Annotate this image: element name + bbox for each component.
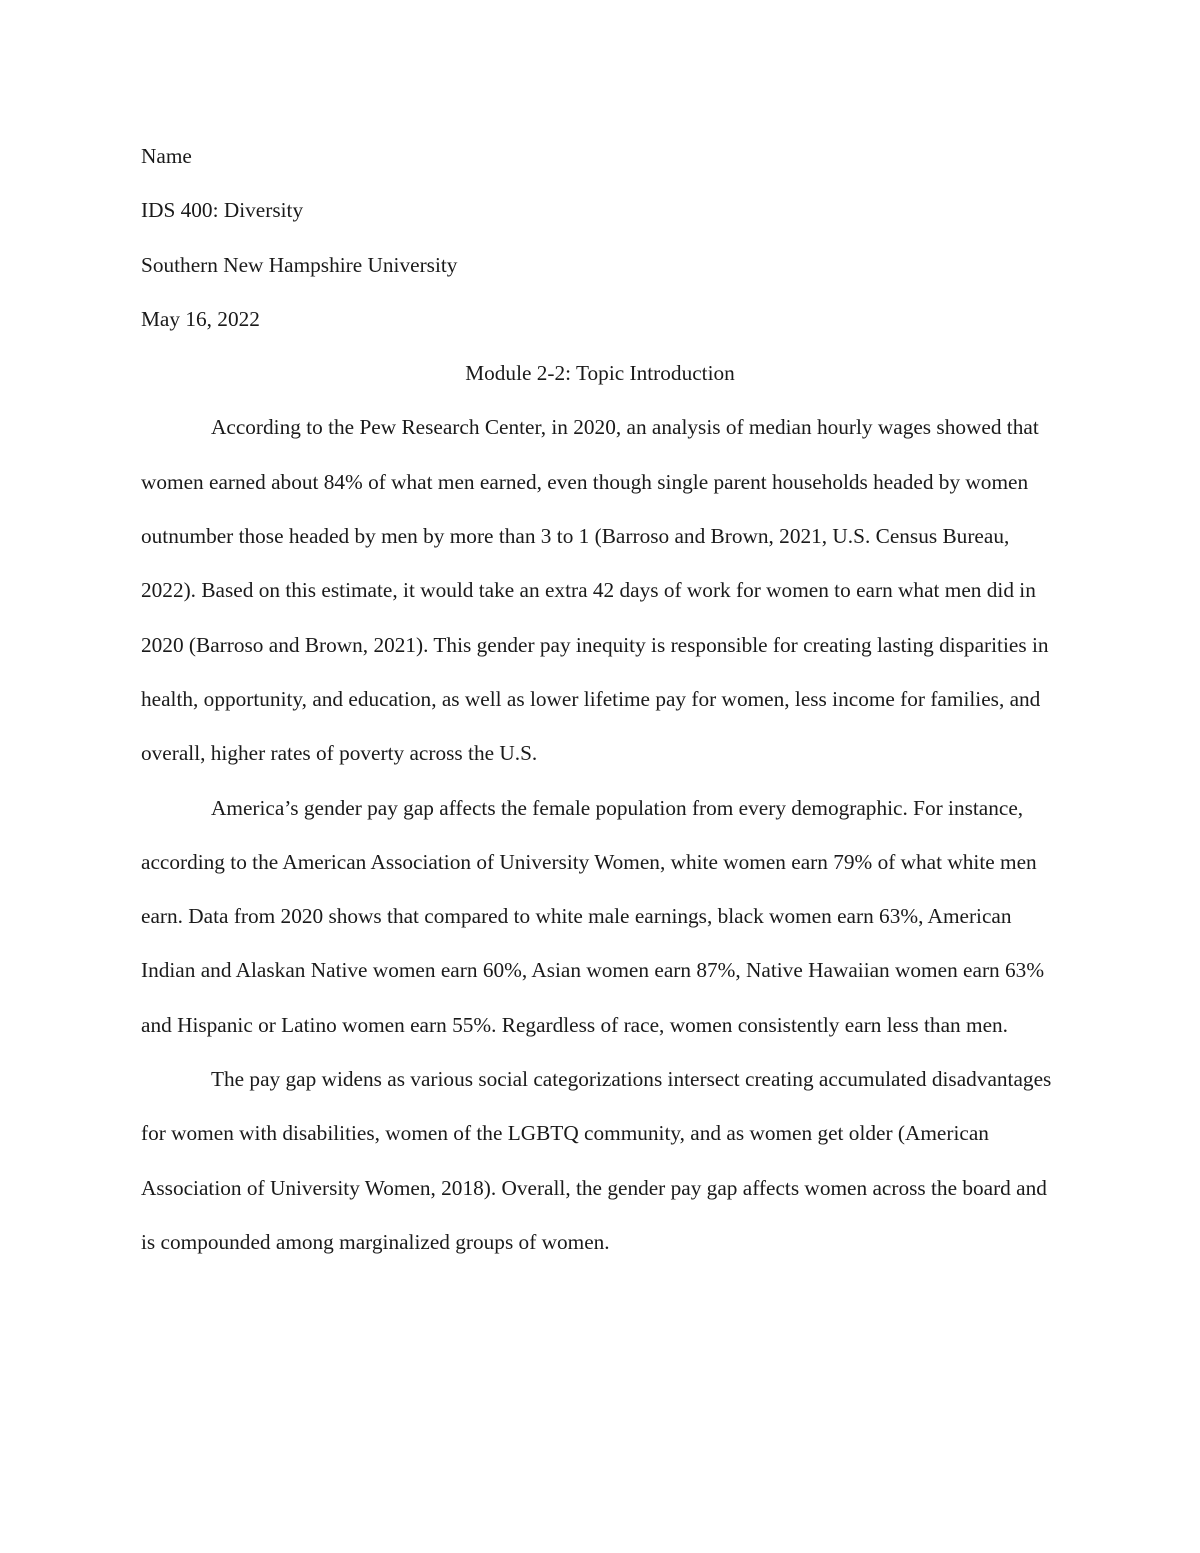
document-body: [141, 129, 1059, 1269]
author-name: Name: [141, 144, 192, 168]
paragraph-intersectionality: The pay gap widens as various social categorizations intersect creating accumulated disadvantages for women with disabilities, women of the LGBTQ community, and as women get older (American Association of University Women, 2018). Overall, the gender pay gap affects women across the board and is compounded among marginalized groups of women.: [141, 1067, 1052, 1254]
paragraph-demographics: America’s gender pay gap affects the female population from every demographic. For instance, according to the American Association of University Women, white women earn 79% of what white men earn. Data from 2020 shows that compared to white male earnings, black women earn 63%, American Indian and Alaskan Native women earn 60%, Asian women earn 87%, Native Hawaiian women earn 63% and Hispanic or Latino women earn 55%. Regardless of race, women consistently earn less than men.: [141, 795, 1045, 1037]
document-title: Module 2-2: Topic Introduction: [465, 361, 735, 386]
course-name: IDS 400: Diversity: [141, 198, 304, 223]
institution-name: Southern New Hampshire University: [141, 252, 458, 277]
document-date: May 16, 2022: [141, 306, 260, 331]
paragraph-pay-gap-overview: According to the Pew Research Center, in 2020, an analysis of median hourly wages showed that women earned about 84% of what men earned, even though single parent households headed by women outnumber those headed by men by more than 3 to 1 (Barroso and Brown, 2021, U.S. Census Bureau, 2022). Based on this estimate, it would take an extra 42 days of work for women to earn what men did in 2020 (Barroso and Brown, 2021). This gender pay inequity is responsible for creating lasting disparities in health, opportunity, and education, as well as lower lifetime pay for women, less income for families, and overall, higher rates of poverty across the U.S.: [141, 415, 1049, 766]
